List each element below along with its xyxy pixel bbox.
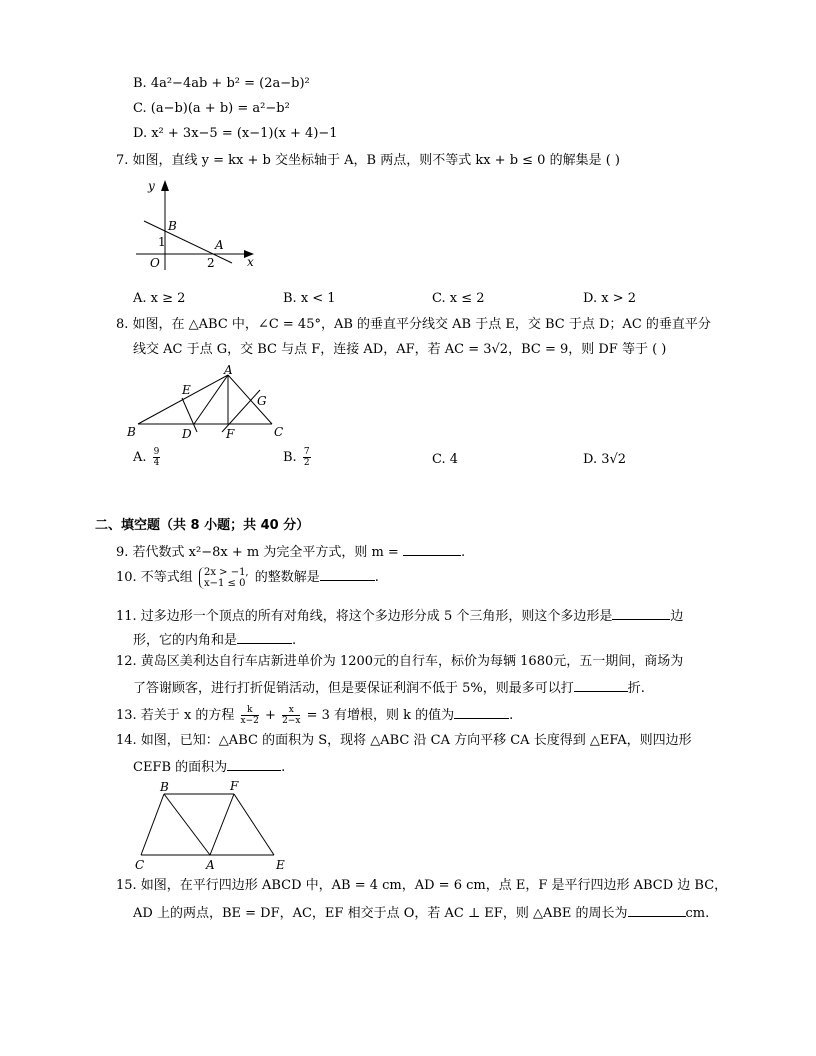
q11-answer-blank-2[interactable]: [237, 629, 292, 644]
q8-option-b: B. $\frac{7}{2}$: [283, 447, 310, 468]
q14-label-b: B: [160, 780, 169, 794]
q14-figure: [130, 777, 295, 872]
q7-label-a: A: [215, 238, 224, 252]
section-fill-in-title: 二、填空题（共 8 小题；共 40 分）: [95, 518, 310, 533]
q7-figure: [130, 175, 265, 275]
q11-question-line2: 形，它的内角和是 .: [133, 629, 296, 650]
q8-label-d: D: [182, 427, 192, 441]
q14-question-line2: CEFB 的面积为 .: [133, 756, 285, 777]
q12-question-line2: 了答谢顾客，进行打折促销活动，但是要保证利润不低于 5%，则最多可以打 折.: [133, 677, 645, 698]
q7-label-o: O: [150, 256, 160, 270]
q12-question-line1: 12. 黄岛区美利达自行车店新进单价为 1200元的自行车，标价为每辆 1680元，五一期间，商场为: [116, 654, 684, 669]
q8-option-d: D. 3√2: [583, 452, 627, 467]
q15-question-line2: AD 上的两点，BE = DF，AC，EF 相交于点 O，若 AC ⊥ EF，则 △ABE 的周长为 cm.: [133, 902, 709, 923]
q7-label-2: 2: [207, 256, 215, 270]
q7-label-x: x: [247, 255, 254, 269]
q8-figure: [124, 362, 289, 442]
q8-question-line1: 8. 如图，在 △ABC 中，∠C = 45°，AB 的垂直平分线交 AB 于点 E，交 BC 于点 D；AC 的垂直平分: [116, 317, 711, 332]
q8-label-e: E: [182, 383, 191, 397]
q8-label-f: F: [226, 427, 235, 441]
q6-option-d: D. x² + 3x−5 = (x−1)(x + 4)−1: [133, 126, 338, 141]
q8-label-b: B: [127, 425, 136, 439]
q7-option-d: D. x > 2: [583, 291, 636, 306]
q14-label-a: A: [206, 858, 215, 872]
q13-answer-blank[interactable]: [454, 704, 509, 719]
q9-question: 9. 若代数式 x²−8x + m 为完全平方式，则 m = .: [116, 541, 465, 562]
q8-option-c: C. 4: [432, 452, 459, 467]
q11-question-line1: 11. 过多边形一个顶点的所有对角线，将这个多边形分成 5 个三角形，则这个多边形是 边: [116, 605, 683, 626]
q15-answer-blank[interactable]: [628, 902, 686, 917]
q9-answer-blank[interactable]: [403, 541, 461, 556]
q14-question-line1: 14. 如图，已知：△ABC 的面积为 S，现将 △ABC 沿 CA 方向平移 CA 长度得到 △EFA，则四边形: [116, 733, 692, 748]
q10-question: 10. 不等式组 2x > −1, x−1 ≤ 0 的整数解是 .: [116, 566, 379, 589]
q13-question: 13. 若关于 x 的方程 $\frac{k}{x-2}$ + $\frac{x}{2-x}$ = 3 有增根，则 k 的值为 .: [116, 705, 514, 726]
q6-option-b: B. 4a²−4ab + b² = (2a−b)²: [133, 76, 310, 91]
q7-option-c: C. x ≤ 2: [432, 291, 485, 306]
q12-answer-blank[interactable]: [574, 677, 628, 692]
q6-option-c: C. (a−b)(a + b) = a²−b²: [133, 101, 290, 116]
q11-answer-blank-1[interactable]: [612, 605, 670, 620]
q14-label-e: E: [276, 858, 285, 872]
q14-label-c: C: [135, 858, 145, 872]
q7-option-b: B. x < 1: [283, 291, 336, 306]
q14-label-f: F: [230, 779, 239, 793]
q8-question-line2: 线交 AC 于点 G，交 BC 与点 F，连接 AD，AF，若 AC = 3√2，BC = 9，则 DF 等于 ( ): [133, 342, 667, 357]
q7-label-1: 1: [158, 235, 166, 249]
q15-question-line1: 15. 如图，在平行四边形 ABCD 中，AB = 4 cm，AD = 6 cm，点 E，F 是平行四边形 ABCD 边 BC，: [116, 878, 728, 893]
q7-label-b: B: [168, 219, 177, 233]
q7-label-y: y: [148, 179, 155, 193]
q7-question: 7. 如图，直线 y = kx + b 交坐标轴于 A，B 两点，则不等式 kx + b ≤ 0 的解集是 ( ): [116, 153, 620, 168]
q10-answer-blank[interactable]: [320, 566, 375, 581]
q8-label-a: A: [224, 363, 233, 377]
q8-option-a: A. $\frac{9}{4}$: [133, 447, 160, 468]
q8-label-g: G: [257, 394, 267, 408]
q8-label-c: C: [274, 425, 284, 439]
q10-inequality-system: 2x > −1, x−1 ≤ 0: [199, 567, 249, 589]
q7-option-a: A. x ≥ 2: [133, 291, 186, 306]
q14-answer-blank[interactable]: [227, 756, 281, 771]
